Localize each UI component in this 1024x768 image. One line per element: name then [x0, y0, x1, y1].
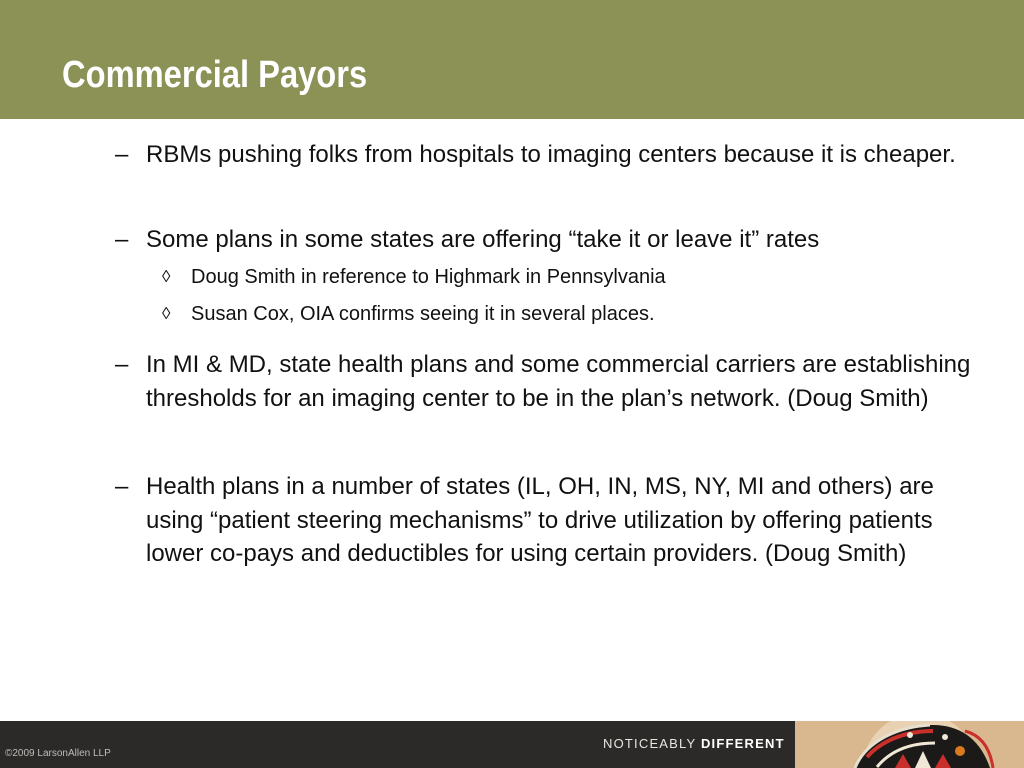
sub-bullet-text: Susan Cox, OIA confirms seeing it in several places. — [191, 303, 655, 325]
sub-bullet-item-2 — [162, 302, 982, 326]
bullet-item-3 — [115, 348, 975, 415]
bullet-text: Health plans in a number of states (IL, OH, IN, MS, NY, MI and others) are using “patient steering mechanisms” to drive utilization by offering patients lower co-pays and deductibles for using certain providers. (Doug Smith) — [146, 473, 934, 567]
bullet-item-4 — [115, 470, 975, 571]
slide-footer — [0, 721, 1024, 768]
diamond-icon: ◊ — [162, 267, 171, 286]
sub-bullet-text: Doug Smith in reference to Highmark in Pennsylvania — [191, 266, 666, 288]
sub-bullet-item-1 — [162, 265, 982, 289]
bullet-item-2 — [115, 223, 975, 257]
tagline-bold: DIFFERENT — [700, 736, 785, 751]
bullet-text: In MI & MD, state health plans and some commercial carriers are establishing thresholds for an imaging center to be in the plan’s network. (Doug Smith) — [146, 351, 971, 412]
slide-content — [0, 119, 1024, 721]
ornament-graphic — [795, 721, 1024, 768]
tagline-regular: NOTICEABLY — [603, 736, 697, 751]
bullet-marker: – — [115, 141, 129, 168]
diamond-icon: ◊ — [162, 304, 171, 323]
copyright-text: ©2009 LarsonAllen LLP — [5, 748, 111, 759]
footer-tagline — [603, 736, 785, 751]
slide-title: Commercial Payors — [62, 54, 368, 96]
bullet-marker: – — [115, 351, 129, 378]
bullet-text: Some plans in some states are offering “take it or leave it” rates — [146, 226, 820, 253]
bullet-text: RBMs pushing folks from hospitals to imaging centers because it is cheaper. — [146, 141, 956, 168]
bullet-marker: – — [115, 226, 129, 253]
slide-header — [0, 0, 1024, 119]
bullet-item-1 — [115, 138, 975, 172]
decorative-ornament-image — [795, 721, 1024, 768]
bullet-marker: – — [115, 473, 129, 500]
